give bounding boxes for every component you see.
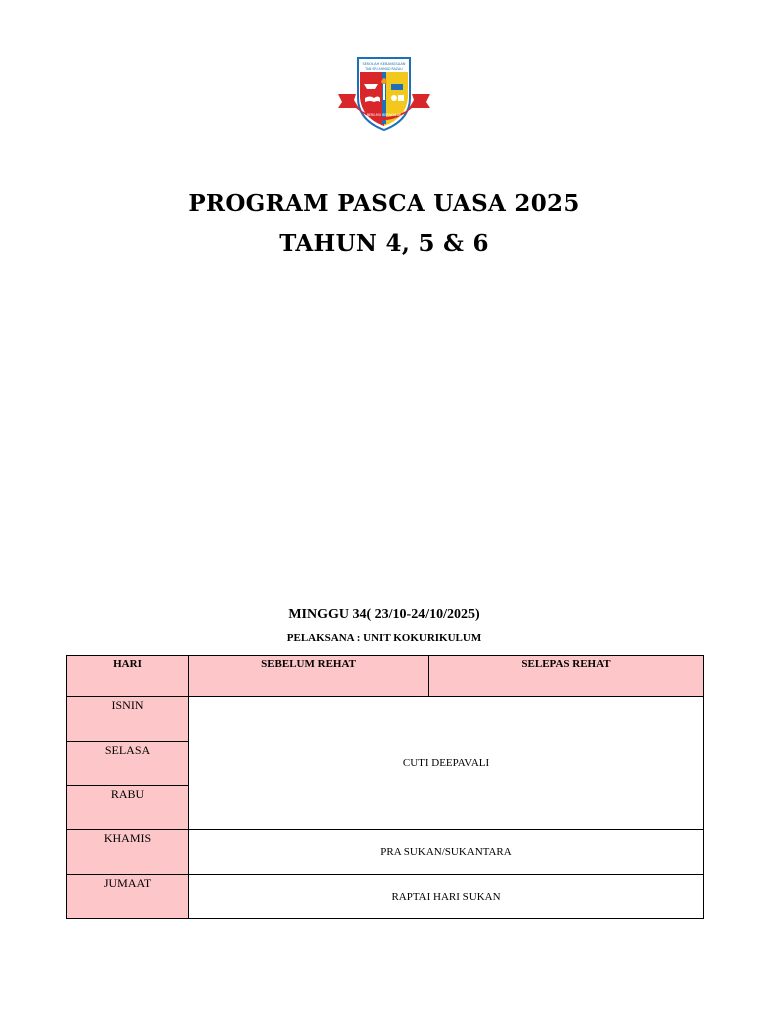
week-label: MINGGU 34( 23/10-24/10/2025) [288,607,480,622]
day-rabu: RABU [67,786,189,830]
crest-motto: BERILMU BERAKHLAK [366,113,402,117]
day-khamis: KHAMIS [67,830,189,875]
table-row [67,875,704,919]
activity-pra-sukan: PRA SUKAN/SUKANTARA [189,830,704,875]
day-isnin: ISNIN [67,697,189,742]
table-row [67,697,704,742]
document-title: PROGRAM PASCA UASA 2025 [188,190,580,217]
implementer-label: PELAKSANA : UNIT KOKURIKULUM [286,632,482,644]
table-row [67,830,704,875]
table-header-row [67,656,704,697]
document-subtitle: TAHUN 4, 5 & 6 [279,230,489,257]
crest-banner-text: SEKOLAH KEBANGSAAN [362,62,406,66]
schedule-table [66,655,704,919]
header-selepas-rehat: SELEPAS REHAT [429,656,704,697]
header-sebelum-rehat: SEBELUM REHAT [189,656,429,697]
day-selasa: SELASA [67,742,189,786]
day-jumaat: JUMAAT [67,875,189,919]
activity-raptai-hari-sukan: RAPTAI HARI SUKAN [189,875,704,919]
header-hari: HARI [67,656,189,697]
crest-banner-subtext: TAN SRI AHMAD RAZALI [365,67,403,71]
school-crest-logo [334,50,434,136]
activity-cuti-deepavali: CUTI DEEPAVALI [189,697,704,830]
